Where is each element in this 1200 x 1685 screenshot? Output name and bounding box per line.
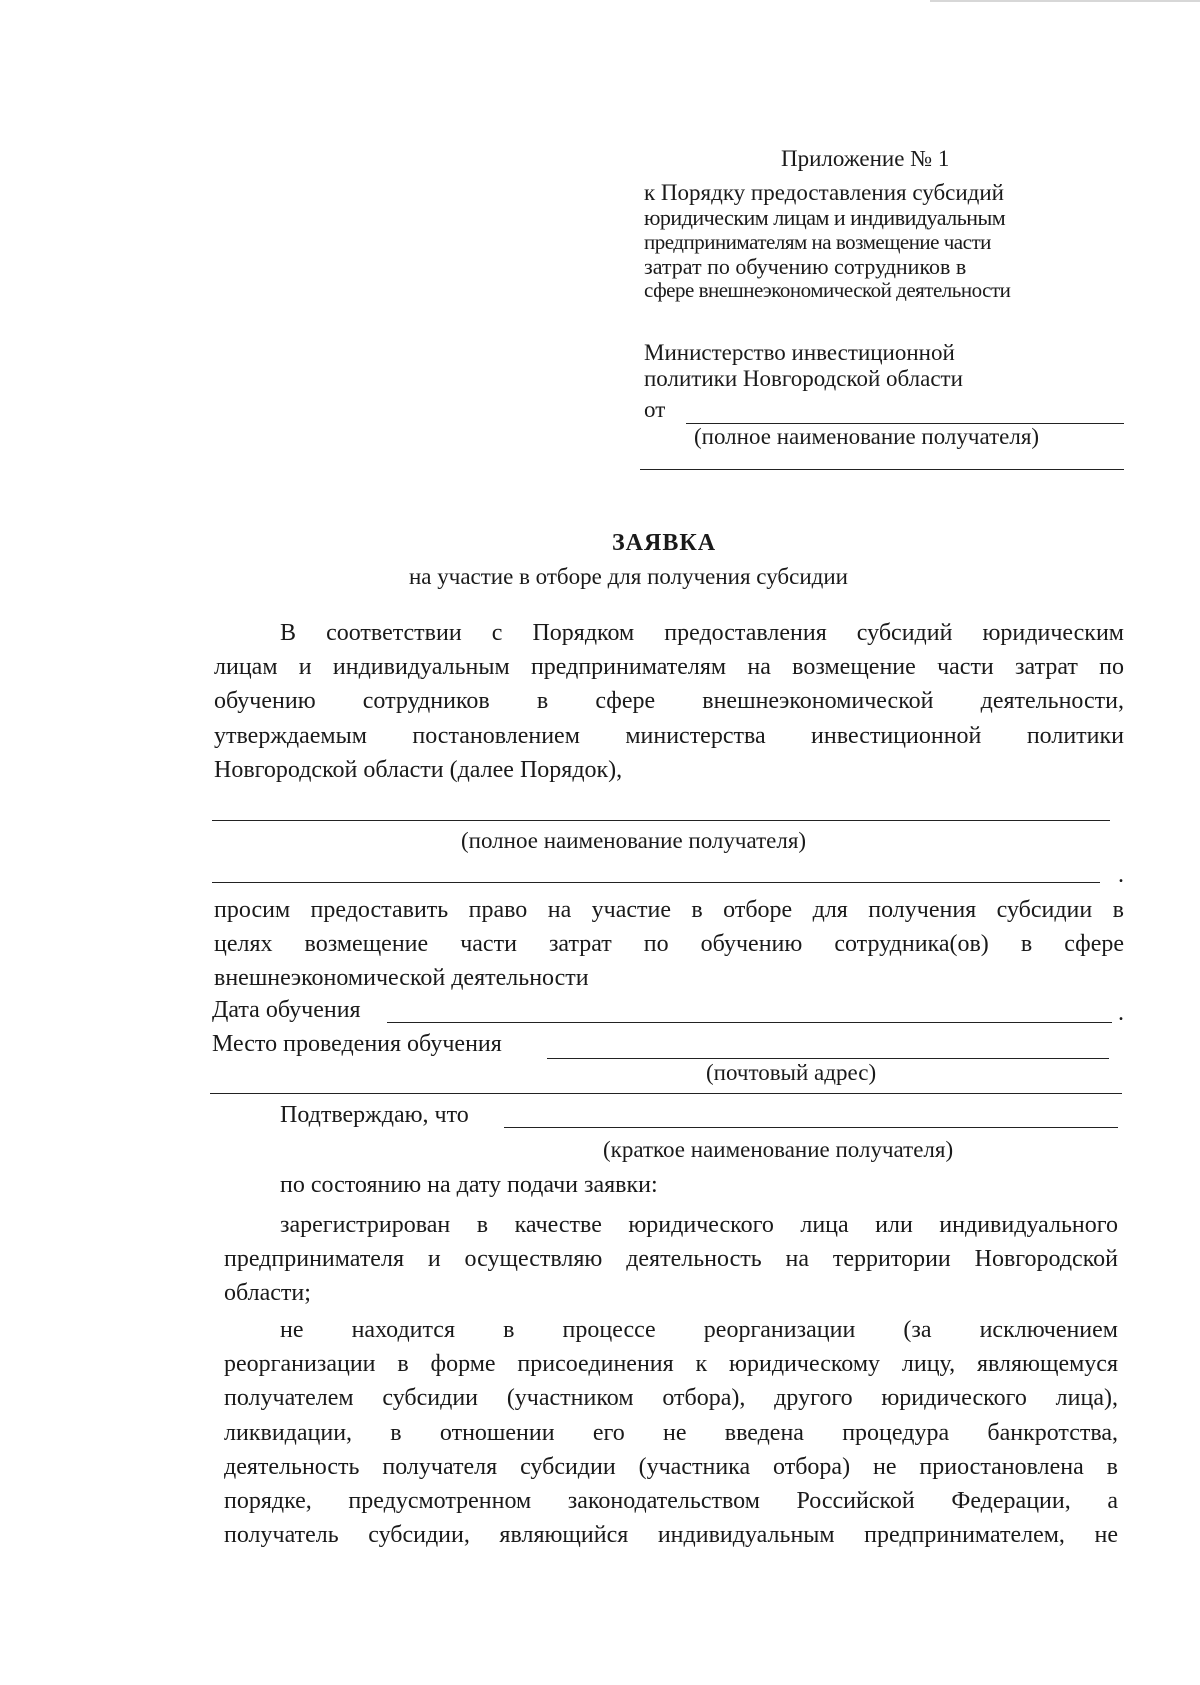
confirm-label: Подтверждаю, что bbox=[280, 1102, 469, 1128]
order-line-4: затрат по обучению сотрудников в bbox=[644, 254, 967, 279]
reorg-line-2: реорганизации в форме присоединения к юридическому лицу, являющемуся bbox=[224, 1351, 1118, 1377]
intro-line-2: лицам и индивидуальным предпринимателям на возмещение части затрат по bbox=[214, 654, 1124, 680]
reorg-line-3: получателем субсидии (участником отбора), другого юридического лица), bbox=[224, 1385, 1118, 1411]
short-name-caption: (краткое наименование получателя) bbox=[603, 1137, 954, 1162]
order-line-3: предпринимателям на возмещение части bbox=[644, 230, 991, 254]
recipient-caption-body: (полное наименование получателя) bbox=[461, 828, 807, 853]
training-place-line bbox=[547, 1058, 1109, 1059]
reorg-line-4: ликвидации, в отношении его не введена процедура банкротства, bbox=[224, 1420, 1118, 1446]
registered-line-2: предпринимателя и осуществляю деятельность на территории Новгородской bbox=[224, 1246, 1118, 1272]
intro-line-3: обучению сотрудников в сфере внешнеэкономической деятельности, bbox=[214, 688, 1124, 714]
intro-line-5: Новгородской области (далее Порядок), bbox=[214, 757, 623, 783]
from-label: от bbox=[644, 397, 666, 422]
ministry-line-2: политики Новгородской области bbox=[644, 366, 963, 391]
recipient-second-line bbox=[212, 882, 1100, 883]
intro-line-4: утверждаемым постановлением министерства инвестиционной политики bbox=[214, 723, 1124, 749]
as-of-text: по состоянию на дату подачи заявки: bbox=[280, 1172, 658, 1198]
intro-line-1: В соответствии с Порядком предоставления субсидий юридическим bbox=[280, 620, 1124, 646]
registered-line-3: области; bbox=[224, 1280, 311, 1306]
line-period-1: . bbox=[1118, 862, 1124, 888]
registered-line-1: зарегистрирован в качестве юридического лица или индивидуального bbox=[280, 1212, 1118, 1238]
order-line-1: к Порядку предоставления субсидий bbox=[644, 180, 1004, 205]
reorg-line-7: получатель субсидии, являющийся индивидуальным предпринимателем, не bbox=[224, 1522, 1118, 1548]
training-date-label: Дата обучения bbox=[212, 997, 361, 1023]
recipient-full-name-line bbox=[212, 820, 1110, 821]
scan-edge-mark bbox=[930, 0, 1200, 2]
recipient-caption-header: (полное наименование получателя) bbox=[694, 424, 1040, 449]
postal-caption: (почтовый адрес) bbox=[706, 1060, 877, 1085]
document-subtitle: на участие в отборе для получения субсидии bbox=[409, 564, 848, 589]
postal-address-line bbox=[210, 1093, 1122, 1094]
document-title: ЗАЯВКА bbox=[612, 530, 717, 556]
ministry-line-1: Министерство инвестиционной bbox=[644, 340, 955, 365]
request-line-3: внешнеэкономической деятельности bbox=[214, 965, 589, 991]
training-place-label: Место проведения обучения bbox=[212, 1031, 502, 1057]
request-line-1: просим предоставить право на участие в отборе для получения субсидии в bbox=[214, 897, 1124, 923]
reorg-line-6: порядке, предусмотренном законодательством Российской Федерации, а bbox=[224, 1488, 1118, 1514]
reorg-line-1: не находится в процессе реорганизации (за исключением bbox=[280, 1317, 1118, 1343]
order-line-5: сфере внешнеэкономической деятельности bbox=[644, 278, 1011, 302]
order-line-2: юридическим лицам и индивидуальным bbox=[644, 205, 1006, 230]
request-line-2: целях возмещение части затрат по обучению сотрудника(ов) в сфере bbox=[214, 931, 1124, 957]
reorg-line-5: деятельность получателя субсидии (участника отбора) не приостановлена в bbox=[224, 1454, 1118, 1480]
short-name-line bbox=[504, 1127, 1118, 1128]
appendix-number: Приложение № 1 bbox=[781, 146, 950, 171]
training-date-line bbox=[387, 1022, 1112, 1023]
line-period-2: . bbox=[1118, 1000, 1124, 1026]
recipient-underline-header bbox=[640, 469, 1124, 470]
